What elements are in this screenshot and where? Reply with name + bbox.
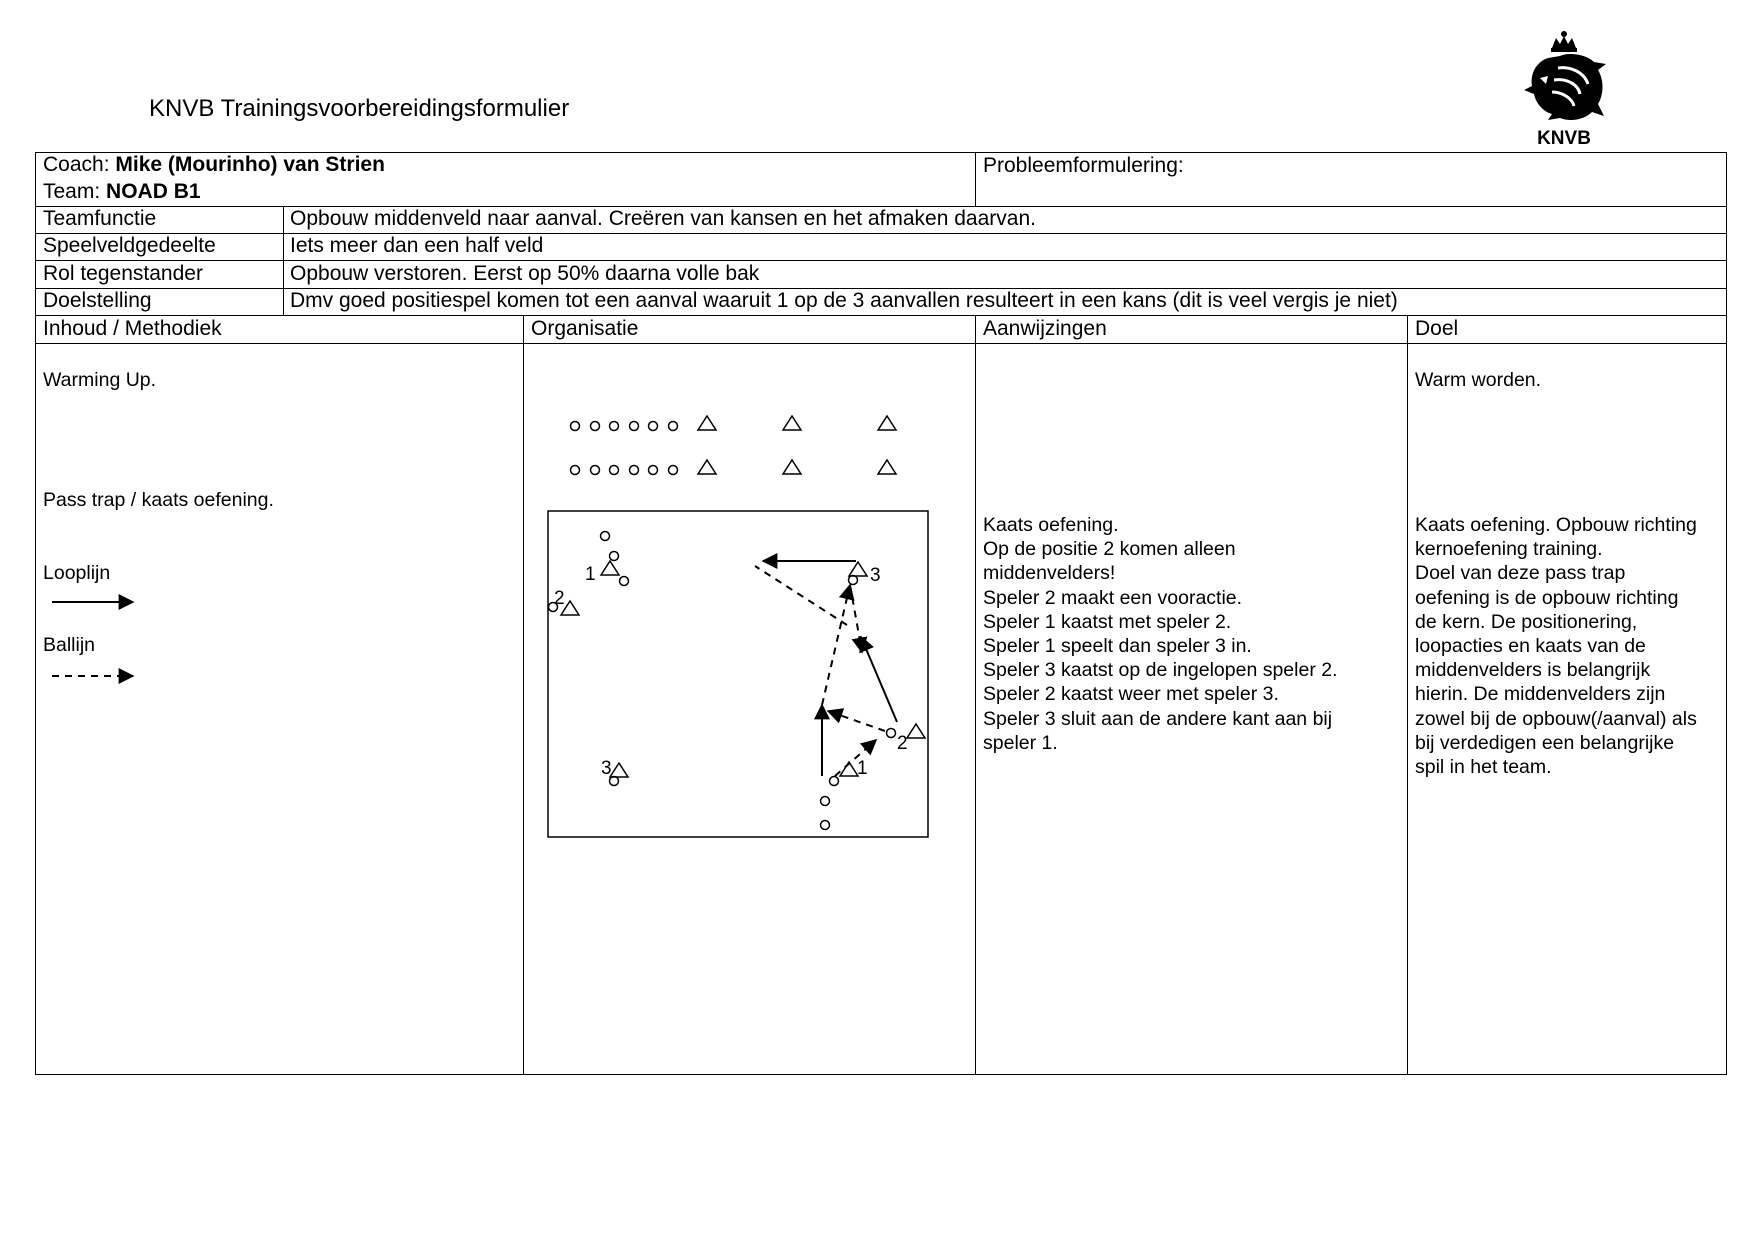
row-value-doelstelling: Dmv goed positiespel komen tot een aanval waaruit 1 op de 3 aanvallen resulteert in een kans (dit is veel vergis je niet) — [290, 289, 1398, 312]
column-header-aanwijzingen: Aanwijzingen — [983, 317, 1107, 340]
row-label-rol-tegenstander: Rol tegenstander — [43, 262, 203, 285]
team-name: NOAD B1 — [106, 180, 201, 203]
doel-line: Kaats oefening. Opbouw richting — [1415, 514, 1697, 536]
document-title: KNVB Trainingsvoorbereidingsformulier — [149, 95, 570, 122]
diagram-label: 1 — [857, 758, 868, 779]
doel-line: zowel bij de opbouw(/aanval) als — [1415, 707, 1697, 730]
aanwijzing-line: Kaats oefening. — [983, 514, 1119, 536]
ball-line-3 — [822, 585, 850, 705]
doel-line: middenvelders is belangrijk — [1415, 659, 1651, 682]
knvb-logo-text: KNVB — [1537, 128, 1591, 148]
ball-line-1 — [835, 740, 876, 776]
ball-line-5 — [755, 566, 847, 625]
aanwijzingen-text — [983, 513, 1338, 755]
field-players — [549, 532, 896, 830]
field-cones — [561, 561, 925, 777]
diagram-label: 1 — [585, 564, 596, 585]
row-value-teamfunctie: Opbouw middenveld naar aanval. Creëren van kansen en het afmaken daarvan. — [290, 207, 1036, 230]
doel-line: loopacties en kaats van de — [1415, 635, 1646, 658]
aanwijzing-line: speler 1. — [983, 731, 1058, 754]
doel-line: spil in het team. — [1415, 756, 1552, 779]
aanwijzing-line: Speler 3 kaatst op de ingelopen speler 2. — [983, 659, 1338, 682]
column-header-methodiek: Inhoud / Methodiek — [43, 317, 222, 340]
diagram-label: 3 — [601, 758, 612, 779]
legend-ball-label: Ballijn — [43, 634, 96, 656]
warming-up-text: Warming Up. — [43, 369, 157, 391]
row-label-speelveldgedeelte: Speelveldgedeelte — [43, 234, 216, 257]
exercise-title: Pass trap / kaats oefening. — [43, 489, 274, 511]
doel-line: bij verdedigen een belangrijke — [1415, 731, 1675, 754]
aanwijzing-line: Speler 2 maakt een vooractie. — [983, 586, 1243, 609]
doel-text — [1415, 513, 1697, 779]
aanwijzing-line: middenvelders! — [983, 562, 1116, 585]
aanwijzing-line: Speler 1 kaatst met speler 2. — [983, 610, 1232, 633]
diagram-label: 3 — [870, 565, 881, 586]
doel-line: de kern. De positionering, — [1415, 610, 1638, 633]
warmup-cones — [698, 416, 896, 474]
column-header-doel: Doel — [1415, 317, 1459, 340]
coach-label: Coach: — [43, 153, 110, 176]
aanwijzing-line: Speler 1 speelt dan speler 3 in. — [983, 635, 1252, 658]
doel-line: oefening is de opbouw richting — [1415, 586, 1679, 609]
diagram-label: 2 — [554, 588, 565, 609]
diagram-label: 2 — [897, 733, 908, 754]
exercise-field — [548, 511, 928, 837]
row-value-rol-tegenstander: Opbouw verstoren. Eerst op 50% daarna volle bak — [290, 262, 760, 285]
doel-line: kernoefening training. — [1415, 538, 1603, 561]
ball-line-4 — [850, 585, 862, 652]
problem-label: Probleemformulering: — [983, 154, 1184, 177]
aanwijzing-line: Op de positie 2 komen alleen — [983, 538, 1236, 561]
doel-line: Doel van deze pass trap — [1415, 562, 1626, 585]
row-label-doelstelling: Doelstelling — [43, 289, 152, 312]
team-label: Team: — [43, 180, 101, 203]
run-line-2 — [861, 637, 897, 722]
legend-run-label: Looplijn — [43, 562, 111, 584]
aanwijzing-line: Speler 3 sluit aan de andere kant aan bij — [983, 707, 1333, 730]
ball-line-2 — [828, 711, 885, 731]
coach-name: Mike (Mourinho) van Strien — [115, 153, 385, 176]
doel-warmup-text: Warm worden. — [1415, 369, 1542, 391]
warmup-players-row-1 — [571, 422, 678, 431]
row-value-speelveldgedeelte: Iets meer dan een half veld — [290, 234, 544, 257]
aanwijzing-line: Speler 2 kaatst weer met speler 3. — [983, 683, 1279, 706]
row-label-teamfunctie: Teamfunctie — [43, 207, 157, 230]
column-header-organisatie: Organisatie — [531, 317, 639, 340]
doel-line: hierin. De middenvelders zijn — [1415, 683, 1666, 706]
warmup-players-row-2 — [571, 466, 678, 475]
